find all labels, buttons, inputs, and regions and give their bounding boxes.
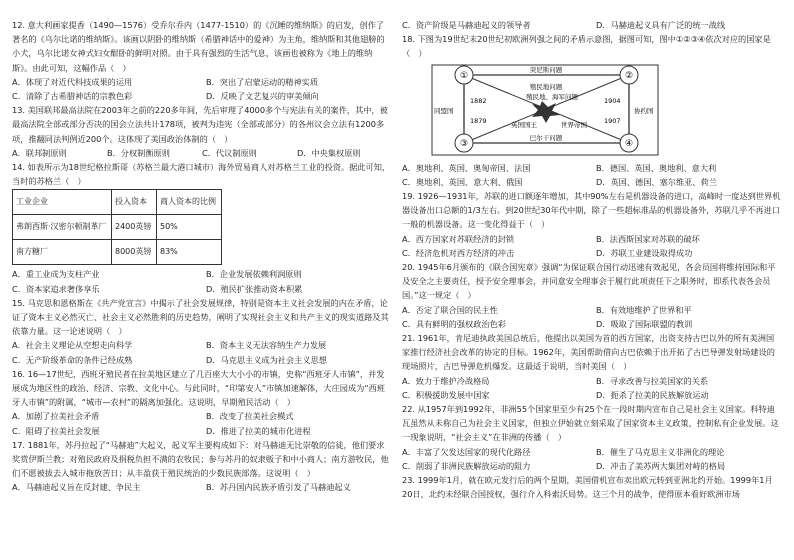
option-a: A．社会主义理论从空想走向科学: [12, 340, 133, 351]
option-c: C．阻碍了拉美社会发展: [12, 425, 100, 436]
table-row: [13, 215, 222, 240]
question-17-continued: [402, 18, 782, 32]
question-stem: 13. 美国联邦最高法院在2003年之前的220多年间，先后审理了4000多个与宪法有关的案件，其中，被最高法院全部或部分否决的国会立法共计178项，被判为违宪（全部或部分）的各州议会立法有1200多项，推翻同法判例近200个。这体现了美国政治体制的（ ）: [12, 105, 388, 144]
options: [402, 232, 782, 260]
edge-label: 巴尔干问题: [529, 133, 563, 142]
option-a: A．加剧了拉美社会矛盾: [12, 411, 100, 422]
question-stem: 15. 马克思和恩格斯在《共产党宣言》中揭示了社会发展规律，特别是资本主义社会发展的内在矛盾，论证了资本主义必然灭亡、社会主义必然胜利的历史趋势，阐明了实现社会主义和共产主义的现实道路及其依靠力量。这一论述说明（ ）: [12, 297, 389, 337]
question-stem: 18. 下图为19世纪末20世纪初欧洲列强之间的矛盾示意图，据图可知，图中①②③④依次对应的国家是（ ）: [402, 34, 771, 59]
option-a: A．马赫迪起义旨在反封建、争民主: [12, 482, 141, 493]
options: [12, 338, 392, 366]
option-b: B．催生了马克思主义非洲化的理论: [596, 446, 725, 457]
side-label-left: 同盟国: [434, 106, 454, 115]
node-label: ③: [459, 138, 469, 149]
side-label-right: 协约国: [634, 106, 654, 115]
question-stem: 22. 从1957年到1992年，非洲55个国家里至少有25个在一段时期内宣布自己是社会主义国家。科特迪瓦虽然从未称自己为社会主义国家，但独立伊始就立刻采取了国家资本主义政策，控制私有企业发展。这一现象说明，“社会主义”在非洲的传播（ ）: [402, 404, 779, 443]
table-cell: 2400英镑: [112, 215, 157, 240]
question-stem: 20. 1945年6月颁布的《联合国宪章》强调“为保证联合国行动迅速有效起见，各会员国将维持国际和平及安全之主要责任，授予安全理事会，并同意安全理事会于履行此项责任下之职务时，即系代表各会员国。”这一规定（ ）: [402, 262, 776, 301]
option-b: B．企业发展依赖利润原则: [206, 269, 302, 280]
question-21: [402, 331, 782, 402]
option-a: A．西方国家对苏联经济的封锁: [402, 233, 515, 244]
option-b: B．资本主义无法容纳生产力发展: [206, 340, 327, 351]
question-stem: 12. 意大利画家提香（1490—1576）受乔尔乔内（1477-1510）的《沉睡的维纳斯》的启发，创作了著名的《乌尔比诺的维纳斯》。该画以阴卧的维纳斯（希腊神话中的爱神）为主角，维纳斯和其他翅膀的小犬，乌尔比诺女神式妇女酣卧的鲜明对照。由于具有强烈的生活气息，该画也被称为《地上的维纳斯》。由此可知，这幅作品（ ）: [12, 20, 385, 73]
left-column: [12, 18, 392, 495]
option-d: D．马赫迪起义具有广泛的统一战线: [596, 20, 726, 30]
options: [12, 480, 392, 494]
option-c: C．资产阶级是马赫迪起义的领导者: [402, 20, 531, 30]
options: [402, 445, 782, 473]
option-c: C．积极援助发展中国家: [402, 389, 490, 400]
option-b: B．有效地维护了世界和平: [596, 304, 692, 315]
year-label: 1907: [604, 116, 621, 125]
option-d: D．冲击了美苏两大集团对峙的格局: [596, 460, 726, 471]
option-d: D．英国、德国、塞尔维亚、荷兰: [596, 176, 717, 187]
edge-label: 殖民地问题: [529, 82, 563, 91]
option-d: D．反映了文艺复兴的审美倾向: [206, 91, 319, 102]
option-b: B．寻求改善与拉美国家的关系: [596, 375, 709, 386]
table-cell: 南方糖厂: [13, 240, 112, 265]
option-c: C．清除了古希腊神话的宗教色彩: [12, 91, 133, 102]
question-16: [12, 367, 392, 438]
node-label: ④: [624, 138, 634, 149]
question-18: [402, 32, 782, 189]
option-c: C．削弱了非洲民族解放运动的阻力: [402, 460, 531, 471]
table-header: 工业企业: [13, 190, 112, 215]
edge-label: 世界帝国: [561, 120, 587, 129]
question-stem: 17. 1881年，苏丹拉起了“马赫迪”大起义，起义军主要构成如下：对马赫迪无比崇敬的信徒，他们要求奖赏伊斯兰教；对殖民政府及捐税负担不满的农牧民；参与苏丹的奴隶贩子和中小商人；南方游牧民，他们不愿被拔去入城市拖放苦日；从丰盈获于殖民统治的少数民族部落。这说明（ ）: [12, 439, 389, 479]
question-22: [402, 402, 782, 473]
question-15: [12, 296, 392, 367]
option-a: A．体现了对近代科技成果的运用: [12, 76, 133, 87]
table-cell: 50%: [157, 215, 222, 240]
option-a: A．联邦制原则: [12, 147, 67, 158]
options: [12, 409, 392, 437]
table-cell: 83%: [157, 240, 222, 265]
alliance-diagram-svg: [424, 63, 664, 158]
option-a: A．致力于维护冷战格局: [402, 375, 490, 386]
option-d: D．殖民扩张推动资本积累: [206, 283, 303, 294]
investment-table: [12, 189, 222, 265]
options: [402, 303, 782, 331]
option-b: B．改变了拉美社会模式: [206, 411, 294, 422]
option-c: C．无产阶级革命的条件已经成熟: [12, 354, 133, 365]
year-label: 1879: [470, 116, 487, 125]
question-stem: 16. 16—17世纪，西班牙殖民者在拉美地区建立了几百座大大小小的市镇，史称“西班牙人市镇”，并发展成为地区性的政治、经济、宗教、文化中心。与此同时，“印第安人”市镇加速解体，大庄园成为“西班牙人市镇”的附属，“城市—农村”的隔离加强化。这说明，早期殖民活动（ ）: [12, 368, 385, 408]
option-d: D．推进了拉美的城市化进程: [206, 425, 311, 436]
table-cell: 8000英镑: [112, 240, 157, 265]
question-stem: 14. 如表所示为18世纪格拉斯哥（苏格兰最大港口城市）海外贸易商人对苏格兰工业的投资。据此可知，当时的苏格兰（ ）: [12, 162, 391, 187]
options: [12, 75, 392, 103]
question-14: [12, 160, 392, 296]
option-c: C．代议制原则: [202, 147, 257, 158]
option-b: B．突出了启蒙运动的精神实质: [206, 76, 319, 87]
right-column: [402, 18, 782, 501]
option-b: B．苏丹国内民族矛盾引发了马赫迪起义: [206, 482, 351, 493]
table-cell: 弗朗西斯·汉密尔顿制革厂: [13, 215, 112, 240]
edge-label: 英国国王: [511, 120, 537, 129]
options: [12, 146, 392, 160]
question-stem: 21. 1961年，肯尼迪执政美国总统后，他提出以美国为首的西方国家，出资支持古巴以外的所有美洲国家推行经济社会改革的协定的目标。1962年，美国帮助借向古巴依赖于出开拓了古巴导弹发射场建设的现场照片，古巴导弹危机爆发。这最适于说明，当时美国（ ）: [402, 333, 775, 372]
option-c: C．资本家追求奢侈享乐: [12, 283, 100, 294]
option-b: B．法西斯国家对苏联的破坏: [596, 233, 700, 244]
table-header: 投入资本: [112, 190, 157, 215]
table-header-row: [13, 190, 222, 215]
options: [402, 161, 782, 189]
option-d: D．苏联工业建设取得成功: [596, 247, 693, 258]
question-12: [12, 18, 392, 103]
year-label: 1882: [470, 96, 487, 105]
table-row: [13, 240, 222, 265]
question-stem: 19. 1926—1931年，苏联的进口额逐年增加，其中90%左右是机器设备的进口，高峰时一度达到世界机器设备出口总额的1/3左右。到20世纪30年代中期，除了一些超标准品的机器设备外，苏联几乎不再进口一般的机器设备。这一变化得益于（ ）: [402, 191, 781, 230]
option-a: A．奥地利、英国、奥匈帝国、法国: [402, 162, 531, 173]
question-stem: 23. 1999年1月，就在欧元发行后的两个星期，美国借机宣布卖出欧元转到亚洲北约开始。1999年1月20日，北约未经联合国授权，强行介入科索沃局势。这三个月的战争，使得原本看好欧洲市场: [402, 475, 773, 500]
option-b: B．分权制衡原则: [107, 147, 170, 158]
question-19: [402, 189, 782, 260]
option-d: D．马克思主义成为社会主义思想: [206, 354, 327, 365]
options: [402, 374, 782, 402]
options: [402, 18, 782, 32]
node-label: ①: [459, 70, 469, 81]
edge-label: 殖民地、海军问题: [526, 92, 578, 101]
node-label: ②: [624, 70, 634, 81]
option-b: B．德国、英国、奥地利、意大利: [596, 162, 717, 173]
option-a: A．丰富了欠发达国家的现代化路径: [402, 446, 531, 457]
option-d: D．中央集权原则: [297, 147, 361, 158]
options: [12, 267, 392, 295]
year-label: 1904: [604, 96, 621, 105]
edge-label: 突尼斯问题: [529, 65, 563, 74]
option-c: C．奥地利、英国、意大利、俄国: [402, 176, 523, 187]
question-23: [402, 473, 782, 501]
question-20: [402, 260, 782, 331]
alliance-diagram: [424, 63, 664, 158]
option-d: D．吸取了国际联盟的教训: [596, 318, 693, 329]
option-a: A．否定了联合国的民主性: [402, 304, 498, 315]
question-13: [12, 103, 392, 160]
table-header: 商人资本的比例: [157, 190, 222, 215]
option-c: C．经济危机对西方经济的冲击: [402, 247, 515, 258]
option-c: C．具有鲜明的强权政治色彩: [402, 318, 506, 329]
question-17: [12, 438, 392, 495]
option-d: D．扼杀了拉美的民族解放运动: [596, 389, 709, 400]
option-a: A．重工业成为支柱产业: [12, 269, 100, 280]
